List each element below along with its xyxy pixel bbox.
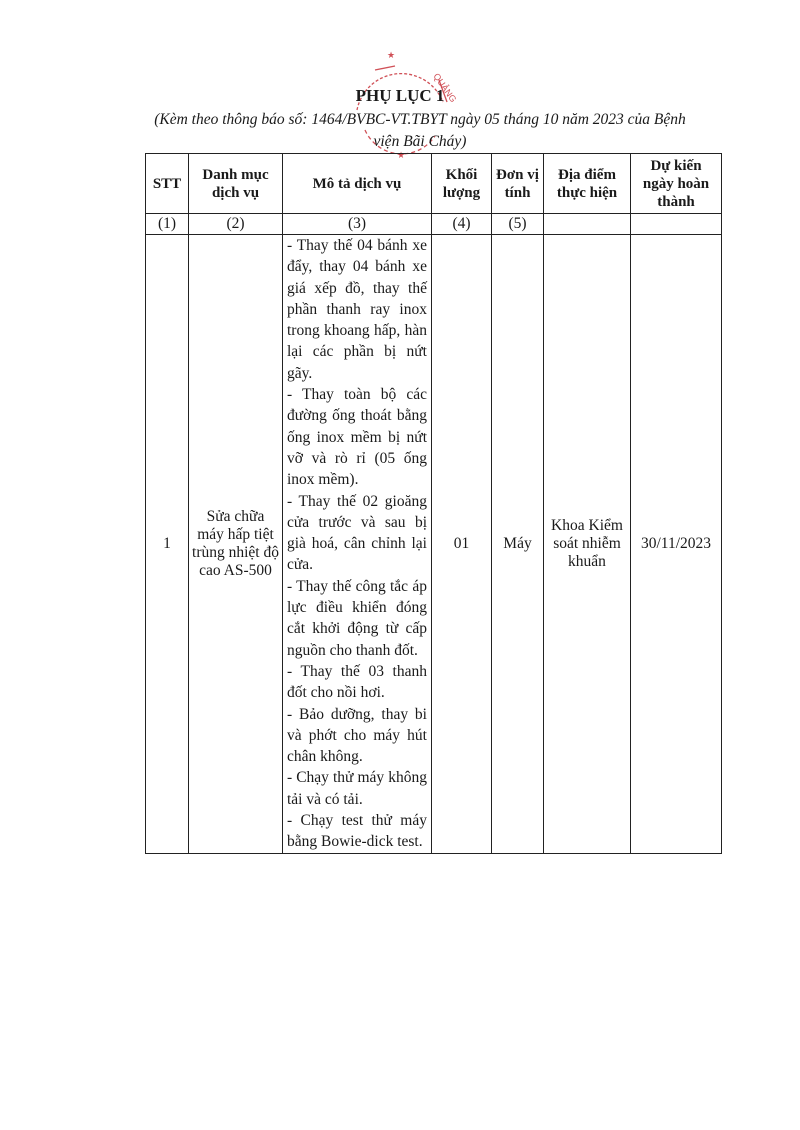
- col-header-unit: Đơn vị tính: [492, 154, 544, 214]
- cell-stt: 1: [146, 235, 189, 854]
- column-number-row: [146, 214, 722, 235]
- svg-text:QUẢNG: QUẢNG: [431, 71, 459, 105]
- description-item: - Chạy thử máy không tải và có tải.: [287, 769, 427, 808]
- col-number: [544, 214, 631, 235]
- description-item: - Thay toàn bộ các đường ống thoát bằng ống inox mềm bị nứt vỡ và rò rỉ (05 ống inox mềm).: [287, 386, 427, 489]
- col-header-completion: Dự kiến ngày hoàn thành: [631, 154, 722, 214]
- col-header-service: Danh mục dịch vụ: [189, 154, 283, 214]
- col-header-quantity: Khối lượng: [432, 154, 492, 214]
- cell-quantity: 01: [432, 235, 492, 854]
- cell-service: Sửa chữa máy hấp tiệt trùng nhiệt độ cao AS-500: [189, 235, 283, 854]
- col-number: (2): [189, 214, 283, 235]
- col-header-stt: STT: [146, 154, 189, 214]
- col-number: (5): [492, 214, 544, 235]
- description-item: - Thay thế công tắc áp lực điều khiển đóng cắt khởi động từ cấp nguồn cho thanh đốt.: [287, 577, 427, 659]
- col-number: (4): [432, 214, 492, 235]
- header-row: [146, 154, 722, 214]
- cell-description: [283, 235, 432, 854]
- col-number: (3): [283, 214, 432, 235]
- col-header-location: Địa điểm thực hiện: [544, 154, 631, 214]
- cell-location: Khoa Kiểm soát nhiễm khuẩn: [544, 235, 631, 854]
- description-item: - Thay thế 04 bánh xe đẩy, thay 04 bánh xe giá xếp đồ, thay thế phần thanh ray inox trong khoang hấp, hàn lại các phần bị nứt gãy.: [287, 237, 427, 382]
- col-header-description: Mô tả dịch vụ: [283, 154, 432, 214]
- col-number: (1): [146, 214, 189, 235]
- description-item: - Thay thế 02 gioăng cửa trước và sau bị già hoá, cân chỉnh lại cửa.: [287, 492, 427, 574]
- page-title: PHỤ LỤC 1: [355, 86, 445, 105]
- svg-text:★: ★: [397, 150, 406, 160]
- description-item: - Chạy test thử máy bằng Bowie-dick test.: [287, 812, 427, 851]
- col-number: [631, 214, 722, 235]
- cell-completion-date: 30/11/2023: [631, 235, 722, 854]
- svg-text:★: ★: [387, 50, 396, 60]
- description-item: - Thay thế 03 thanh đốt cho nồi hơi.: [287, 662, 427, 702]
- cell-unit: Máy: [492, 235, 544, 854]
- services-table: [145, 153, 722, 854]
- page-subtitle: (Kèm theo thông báo số: 1464/BVBC-VT.TBYT ngày 05 tháng 10 năm 2023 của Bệnh viện Bãi Cháy): [154, 111, 686, 150]
- table-row: [146, 235, 722, 854]
- description-item: - Bảo dưỡng, thay bi và phớt cho máy hút chân không.: [287, 705, 427, 766]
